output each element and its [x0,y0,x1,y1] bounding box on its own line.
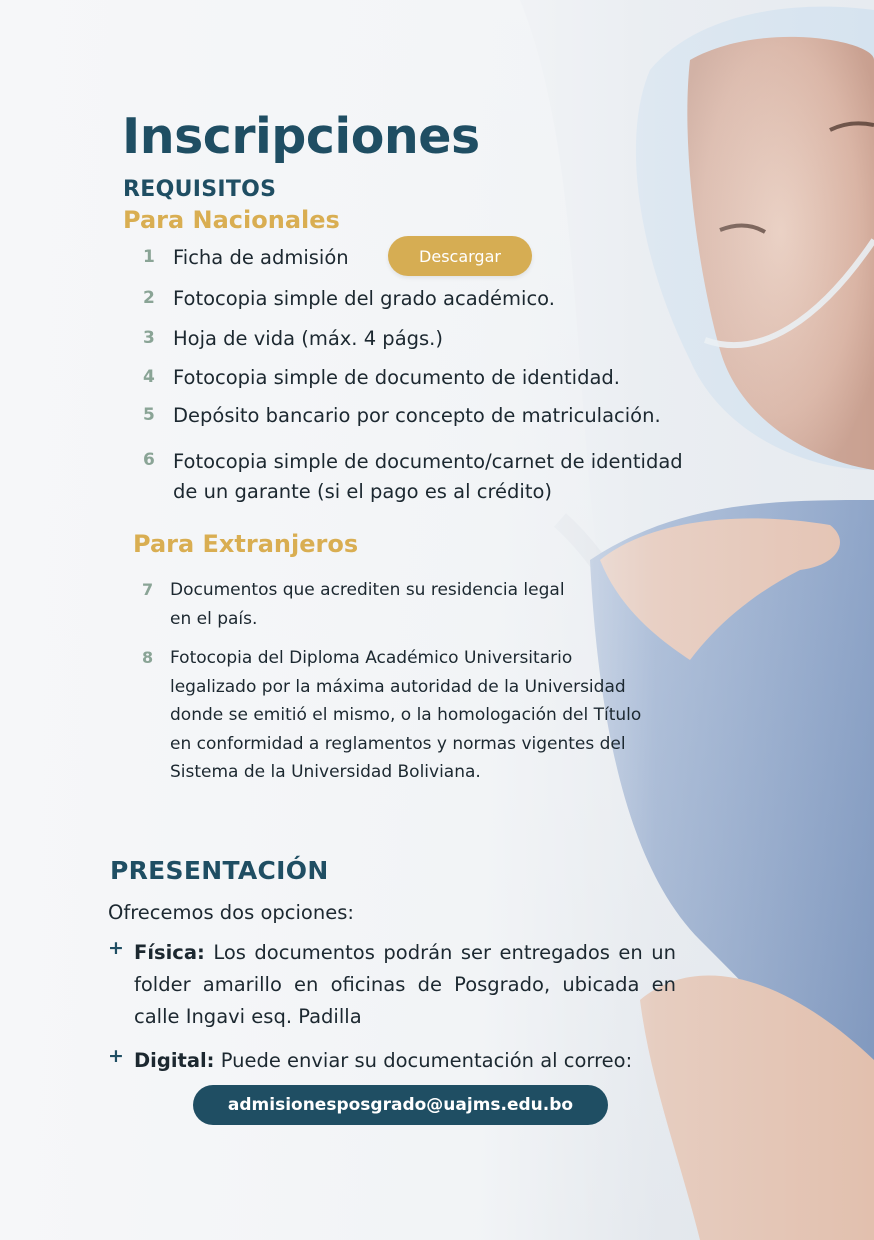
option-digital [108,1045,688,1077]
list-item [143,285,555,312]
list-item [143,447,713,507]
item-text: Depósito bancario por concepto de matriculación. [173,404,661,427]
option-text: Puede enviar su documentación al correo: [220,1049,633,1072]
nacionales-heading: Para Nacionales [123,206,340,234]
item-text: Fotocopia simple de documento de identidad. [173,366,620,389]
item-text: Fotocopia simple del grado académico. [173,287,555,310]
item-number: 2 [143,288,155,308]
option-text: Los documentos podrán ser entregados en un folder amarillo en oficinas de Posgrado, ubicada en calle Ingavi esq. Padilla [134,941,676,1028]
presentacion-heading: PRESENTACIÓN [110,856,329,885]
item-text: Hoja de vida (máx. 4 págs.) [173,327,443,350]
option-label: Digital: [134,1049,215,1072]
list-item [143,244,349,271]
option-fisica [108,937,676,1033]
email-link[interactable]: admisionesposgrado@uajms.edu.bo [193,1085,608,1125]
item-number: 3 [143,328,155,348]
download-button[interactable]: Descargar [388,236,532,276]
page-title: Inscripciones [122,108,480,165]
item-number: 5 [143,405,155,425]
item-text: Ficha de admisión [173,246,349,269]
list-item [142,644,662,787]
item-number: 4 [143,367,155,387]
plus-icon: + [108,1045,124,1067]
option-label: Física: [134,941,205,964]
item-number: 7 [142,580,154,599]
extranjeros-heading: Para Extranjeros [133,530,359,558]
item-text: Fotocopia simple de documento/carnet de identidad de un garante (si el pago es al crédito) [173,450,683,503]
requisitos-heading: REQUISITOS [123,177,277,202]
presentacion-intro: Ofrecemos dos opciones: [108,901,354,924]
list-item [143,402,661,429]
plus-icon: + [108,937,124,959]
item-number: 6 [143,450,155,470]
item-number: 8 [142,648,154,667]
list-item [143,325,443,352]
item-text: Fotocopia del Diploma Académico Universitario legalizado por la máxima autoridad de la Universidad donde se emitió el mismo, o la homologación del Título en conformidad a reglamentos y normas vigentes del Sistema de la Universidad Boliviana. [170,648,642,783]
list-item [143,364,620,391]
list-item [142,576,582,633]
item-text: Documentos que acrediten su residencia legal en el país. [170,580,565,629]
item-number: 1 [143,247,155,267]
